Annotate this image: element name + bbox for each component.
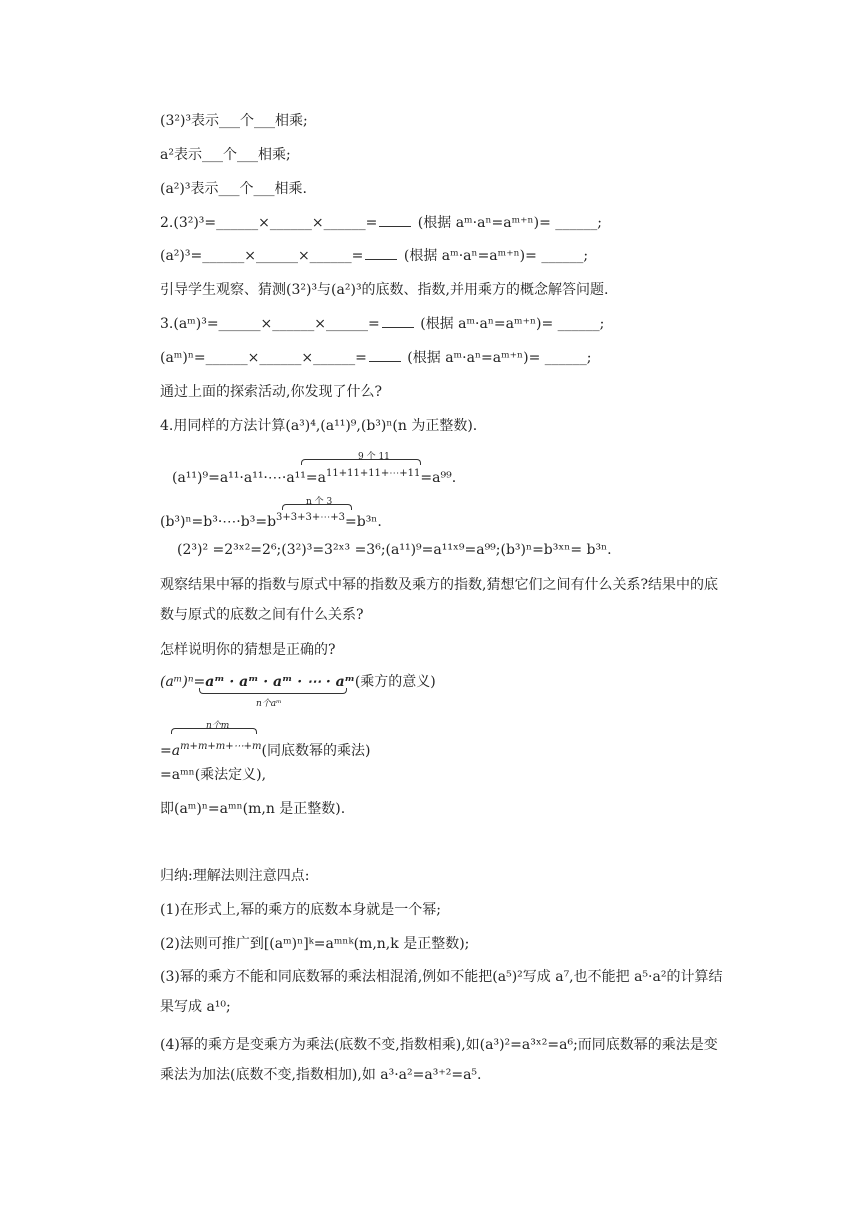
- summary-point-1: (1)在形式上,幂的乘方的底数本身就是一个幂;: [160, 902, 441, 918]
- question-line-3: (a²)³表示___个___相乘.: [160, 181, 307, 197]
- formula-2: [160, 508, 382, 532]
- answer-blank: [365, 246, 397, 260]
- discovery-question: 通过上面的探索活动,你发现了什么?: [160, 384, 382, 400]
- summary-point-2: (2)法则可推广到[(aᵐ)ⁿ]ᵏ=aᵐⁿᵏ(m,n,k 是正整数);: [160, 936, 470, 952]
- guide-text: 引导学生观察、猜测(3²)³与(a²)³的底数、指数,并用乘方的概念解答问题.: [160, 282, 609, 298]
- exercise-2-line-1: [160, 213, 602, 233]
- formula-4-mid: aᵐ · aᵐ · aᵐ · ⋯ · aᵐ: [205, 674, 355, 690]
- exercise-3-rule: (根据 aᵐ·aⁿ=aᵐ⁺ⁿ)= ______;: [420, 316, 605, 332]
- underbrace: [199, 688, 347, 694]
- formula-3: (2³)² =2³ˣ²=2⁶;(3²)³=3²ˣ³ =3⁶;(a¹¹)⁹=a¹¹ˣ⁹=a⁹⁹;(b³)ⁿ=b³ˣⁿ= b³ⁿ.: [177, 542, 612, 558]
- formula-1-exp: 11+11+11+⋯+11: [325, 468, 421, 479]
- formula-4-left: (aᵐ)ⁿ=: [160, 674, 206, 690]
- formula-5: [160, 737, 370, 761]
- brace-label-nx3: n 个 3: [306, 497, 333, 507]
- answer-blank: [369, 348, 401, 362]
- summary-point-3: (3)幂的乘方不能和同底数幂的乘法相混淆,例如不能把(a⁵)²写成 a⁷,也不能把 a⁵·a²的计算结果写成 a¹⁰;: [160, 969, 723, 1015]
- formula-4-right: (乘方的意义): [354, 674, 436, 690]
- formula-5-right: (同底数幂的乘法): [261, 743, 371, 759]
- exercise-3b-rule: (根据 aᵐ·aⁿ=aᵐ⁺ⁿ)= ______;: [407, 350, 592, 366]
- question-line-2: a²表示___个___相乘;: [160, 147, 291, 163]
- brace-label-9x11: 9 个 11: [358, 452, 390, 462]
- exercise-3-line-1: [160, 314, 604, 334]
- formula-1: [172, 464, 456, 488]
- exercise-3-line-2: [160, 348, 591, 368]
- formula-5-left: =a: [160, 743, 181, 759]
- exercise-4: 4.用同样的方法计算(a³)⁴,(a¹¹)⁹,(b³)ⁿ(n 为正整数).: [160, 418, 478, 434]
- formula-2-right: =b³ⁿ.: [345, 514, 382, 530]
- exercise-2b-expr: (a²)³=______×______×______=: [160, 248, 364, 264]
- formula-1-right: =a⁹⁹.: [420, 470, 457, 486]
- exercise-3b-expr: (aᵐ)ⁿ=______×______×______=: [160, 350, 367, 366]
- answer-blank: [379, 213, 411, 227]
- formula-5-exp: m+m+m+⋯+m: [180, 741, 262, 752]
- exercise-2-line-2: [160, 246, 588, 266]
- exercise-2b-rule: (根据 aᵐ·aⁿ=aᵐ⁺ⁿ)= ______;: [403, 248, 589, 264]
- exercise-2-expr: 2.(3²)³=______×______×______=: [160, 215, 378, 231]
- exercise-3-expr: 3.(aᵐ)³=______×______×______=: [160, 316, 380, 332]
- formula-2-exp: 3+3+3+⋯+3: [276, 512, 345, 523]
- observation-paragraph: 观察结果中幂的指数与原式中幂的指数及乘方的指数,猜想它们之间有什么关系?结果中的底数与原式的底数之间有什么关系?: [160, 577, 718, 623]
- question-line-1: (3²)³表示___个___相乘;: [160, 113, 308, 129]
- overbrace: [171, 728, 257, 734]
- proof-question: 怎样说明你的猜想是正确的?: [160, 642, 336, 658]
- formula-1-left: (a¹¹)⁹=a¹¹·a¹¹·⋯·a¹¹=a: [172, 470, 326, 486]
- formula-2-left: (b³)ⁿ=b³·⋯·b³=b: [160, 514, 277, 530]
- answer-blank: [382, 314, 414, 328]
- summary-point-4: (4)幂的乘方是变乘方为乘法(底数不变,指数相乘),如(a³)²=a³ˣ²=a⁶;而同底数幂的乘法是变乘法为加法(底数不变,指数相加),如 a³·a²=a³⁺²=a⁵.: [160, 1037, 718, 1083]
- conclusion: 即(aᵐ)ⁿ=aᵐⁿ(m,n 是正整数).: [160, 801, 346, 817]
- formula-6: =aᵐⁿ(乘法定义),: [160, 767, 267, 783]
- exercise-2-rule: (根据 aᵐ·aⁿ=aᵐ⁺ⁿ)= ______;: [417, 215, 602, 231]
- summary-heading: 归纳:理解法则注意四点:: [160, 868, 310, 884]
- brace-label-n-m: n个m: [206, 721, 230, 731]
- brace-label-n-am: n个aᵐ: [256, 699, 282, 709]
